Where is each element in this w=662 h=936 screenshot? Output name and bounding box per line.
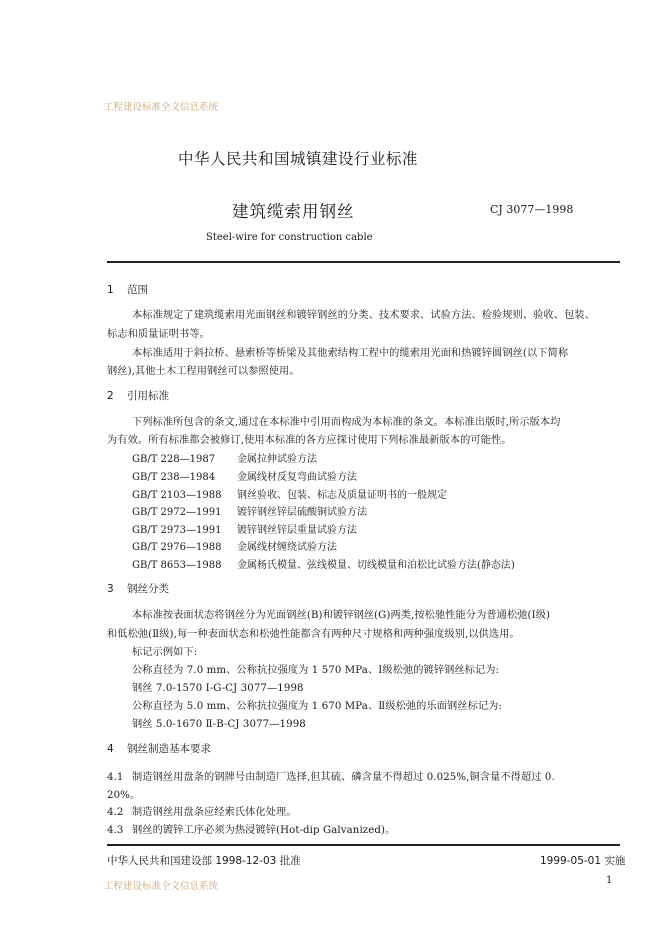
section-number: 1 — [107, 284, 114, 296]
document-title: 建筑缆索用钢丝 — [232, 202, 355, 221]
reference-item: GB/T 2103—1988 钢丝验收、包装、标志及质量证明书的一般规定 — [132, 490, 447, 501]
clause-line: 4.3 钢丝的镀锌工序必须为热浸镀锌(Hot-dip Galvanized)。 — [107, 825, 396, 836]
paragraph-line: 本标准规定了建筑缆索用光面钢丝和镀锌钢丝的分类、技术要求、试验方法、检验规则、验收、包装、 — [132, 310, 595, 321]
watermark-top: 工程建设标准全文信息系统 — [104, 102, 219, 113]
section-heading — [107, 282, 148, 297]
reference-item: GB/T 2972—1991 镀锌钢丝锌层硫酸铜试验方法 — [132, 507, 367, 518]
page-number: 1 — [606, 875, 613, 886]
approval-info: 中华人民共和国建设部 1998-12-03 批准 — [107, 855, 301, 867]
section-heading — [107, 741, 211, 756]
paragraph-line: 下列标准所包含的条文,通过在本标准中引用而构成为本标准的条文。本标准出版时,所示版本均 — [132, 417, 561, 428]
org-title: 中华人民共和国城镇建设行业标准 — [178, 150, 419, 168]
paragraph-line: 钢丝),其他土木工程用钢丝可以参照使用。 — [107, 366, 300, 377]
section-number: 4 — [107, 743, 114, 755]
example-label: 标记示例如下: — [132, 647, 198, 658]
english-title: Steel-wire for construction cable — [206, 232, 373, 243]
section-title: 钢丝制造基本要求 — [127, 743, 211, 755]
section-title: 引用标准 — [127, 390, 169, 402]
header-rule — [107, 261, 620, 263]
paragraph-line: 标志和质量证明书等。 — [107, 329, 210, 340]
reference-item: GB/T 2976—1988 金属线材缠绕试验方法 — [132, 542, 337, 553]
clause-line: 20%。 — [107, 790, 141, 801]
reference-item: GB/T 8653—1988 金属杨氏模量、弦线模量、切线模量和泊松比试验方法(静态法) — [132, 560, 515, 571]
clause-number: 4.3 — [107, 825, 124, 836]
reference-item: GB/T 228—1987 金属拉伸试验方法 — [132, 454, 317, 465]
section-title: 范围 — [127, 284, 148, 296]
paragraph-line: 本标准适用于斜拉桥、悬索桥等桥梁及其他索结构工程中的缆索用光面和热镀锌圆钢丝(以下简称 — [132, 348, 569, 359]
example-description: 公称直径为 7.0 mm、公称抗拉强度为 1 570 MPa、Ⅰ级松弛的镀锌钢丝标记为: — [132, 665, 500, 676]
watermark-bottom: 工程建设标准全文信息系统 — [104, 881, 219, 892]
section-title: 钢丝分类 — [127, 583, 169, 595]
effective-date: 1999-05-01 实施 — [540, 855, 626, 867]
section-heading — [107, 581, 169, 596]
clause-line: 4.2 制造钢丝用盘条应经索氏体化处理。 — [107, 807, 297, 818]
section-heading — [107, 388, 169, 403]
reference-item: GB/T 2973—1991 镀锌钢丝锌层重量试验方法 — [132, 525, 357, 536]
clause-number: 4.1 — [107, 772, 124, 783]
footer-rule — [107, 844, 620, 846]
clause-number: 4.2 — [107, 807, 124, 818]
example-mark: 钢丝 5.0-1670 Ⅱ-B-CJ 3077—1998 — [132, 719, 306, 730]
document-code: CJ 3077—1998 — [490, 203, 574, 216]
section-number: 2 — [107, 390, 114, 402]
paragraph-line: 和低松弛(Ⅱ级),每一种表面状态和松弛性能都含有两种尺寸规格和两种强度级别,以供选用。 — [107, 629, 520, 640]
reference-item: GB/T 238—1984 金属线材反复弯曲试验方法 — [132, 472, 357, 483]
clause-line: 4.1 制造钢丝用盘条的钢牌号由制造厂选择,但其硫、磷含量不得超过 0.025%,铜含量不得超过 0. — [107, 772, 555, 783]
paragraph-line: 本标准按表面状态将钢丝分为光面钢丝(B)和镀锌钢丝(G)两类,按松驰性能分为普通松弛(Ⅰ级) — [132, 610, 551, 621]
example-mark: 钢丝 7.0-1570 Ⅰ-G-CJ 3077—1998 — [132, 683, 304, 694]
section-number: 3 — [107, 583, 114, 595]
example-description: 公称直径为 5.0 mm、公称抗拉强度为 1 670 MPa、Ⅱ级松弛的乐面钢丝标记为: — [132, 701, 502, 712]
paragraph-line: 为有效。所有标准都会被修订,使用本标准的各方应探讨使用下列标准最新版本的可能性。 — [107, 435, 512, 446]
